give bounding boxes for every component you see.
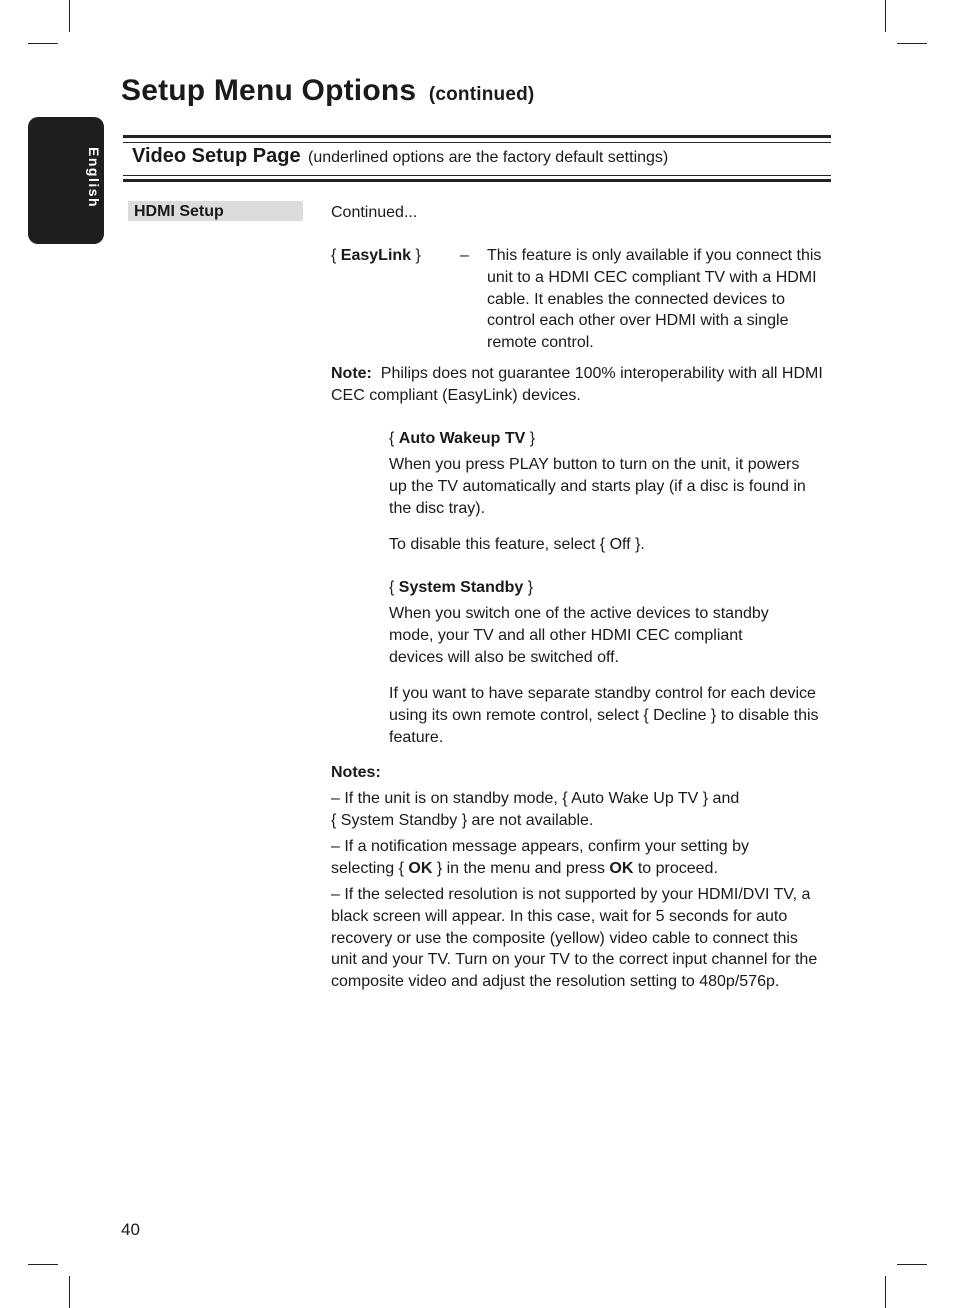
page-title-text: Setup Menu Options xyxy=(121,74,417,107)
ok-label: OK xyxy=(408,860,433,877)
language-tab-label: English xyxy=(86,147,102,209)
crop-mark xyxy=(897,1264,927,1265)
note-label: Note: xyxy=(331,365,372,382)
section-rule-top xyxy=(123,135,831,138)
crop-mark xyxy=(28,43,58,44)
section-subtitle: (underlined options are the factory default settings) xyxy=(308,149,669,166)
notes-label: Notes: xyxy=(331,764,381,781)
auto-wakeup-text: When you press PLAY button to turn on the unit, it powers up the TV automatically and starts play (if a disc is found in the disc tray). xyxy=(389,456,806,517)
brace-open: { xyxy=(389,579,399,596)
page-title xyxy=(121,74,534,108)
crop-mark xyxy=(885,1276,886,1308)
continued-text: Continued... xyxy=(331,204,418,221)
section-title xyxy=(132,145,668,168)
auto-wakeup-label: Auto Wakeup TV xyxy=(398,430,526,447)
ok-label: OK xyxy=(609,860,634,877)
easylink-option xyxy=(331,245,421,267)
note-paragraph xyxy=(331,363,825,407)
easylink-label: EasyLink xyxy=(340,247,412,264)
crop-mark xyxy=(69,0,70,32)
easylink-description: This feature is only available if you connect this unit to a HDMI CEC compliant TV with a HDMI cable. It enables the connected devices to control each other over HDMI with a single remote control. xyxy=(487,247,822,352)
notes-item-2-mid: } in the menu and press xyxy=(432,860,610,877)
language-tab xyxy=(28,117,104,244)
crop-mark xyxy=(28,1264,58,1265)
notes-item-1-line-1: – If the unit is on standby mode, { Auto Wake Up TV } and xyxy=(331,790,740,807)
auto-wakeup-option xyxy=(389,428,535,450)
note-text: Philips does not guarantee 100% interoperability with all HDMI CEC compliant (EasyLink) devices. xyxy=(331,365,823,404)
brace-close: } xyxy=(523,579,534,596)
notes-item-2-line-1: – If a notification message appears, confirm your setting by xyxy=(331,838,749,855)
sidebar-label-hdmi-setup: HDMI Setup xyxy=(128,201,303,221)
page-number: 40 xyxy=(121,1220,140,1239)
system-standby-label: System Standby xyxy=(398,579,524,596)
notes-item-1-line-2: { System Standby } are not available. xyxy=(331,812,594,829)
auto-wakeup-disable: To disable this feature, select { Off }. xyxy=(389,536,645,553)
brace-open: { xyxy=(331,247,341,264)
section-rule-bottom xyxy=(123,179,831,182)
brace-close: } xyxy=(411,247,421,264)
notes-item-2-pre: selecting { xyxy=(331,860,409,877)
page-title-continued: (continued) xyxy=(428,84,535,105)
section-title-text: Video Setup Page xyxy=(132,145,301,167)
brace-close: } xyxy=(525,430,536,447)
system-standby-disable: If you want to have separate standby control for each device using its own remote control, select { Decline } to disable this feature. xyxy=(389,685,819,746)
crop-mark xyxy=(69,1276,70,1308)
easylink-dash: – xyxy=(460,247,469,264)
brace-open: { xyxy=(389,430,399,447)
crop-mark xyxy=(897,43,927,44)
system-standby-option xyxy=(389,577,533,599)
notes-item-2-post: to proceed. xyxy=(633,860,718,877)
crop-mark xyxy=(885,0,886,32)
system-standby-text: When you switch one of the active devices to standby mode, your TV and all other HDMI CEC compliant devices will also be switched off. xyxy=(389,605,769,666)
notes-item-2-line-2 xyxy=(331,858,718,880)
section-rule-top-thin xyxy=(123,142,831,143)
section-rule-bottom-thin xyxy=(123,175,831,176)
notes-item-3: – If the selected resolution is not supported by your HDMI/DVI TV, a black screen will appear. In this case, wait for 5 seconds for auto recovery or use the composite (yellow) video cable to connect this unit and your TV. Turn on your TV to the correct input channel for the composite video and adjust the resolution setting to 480p/576p. xyxy=(331,886,818,991)
